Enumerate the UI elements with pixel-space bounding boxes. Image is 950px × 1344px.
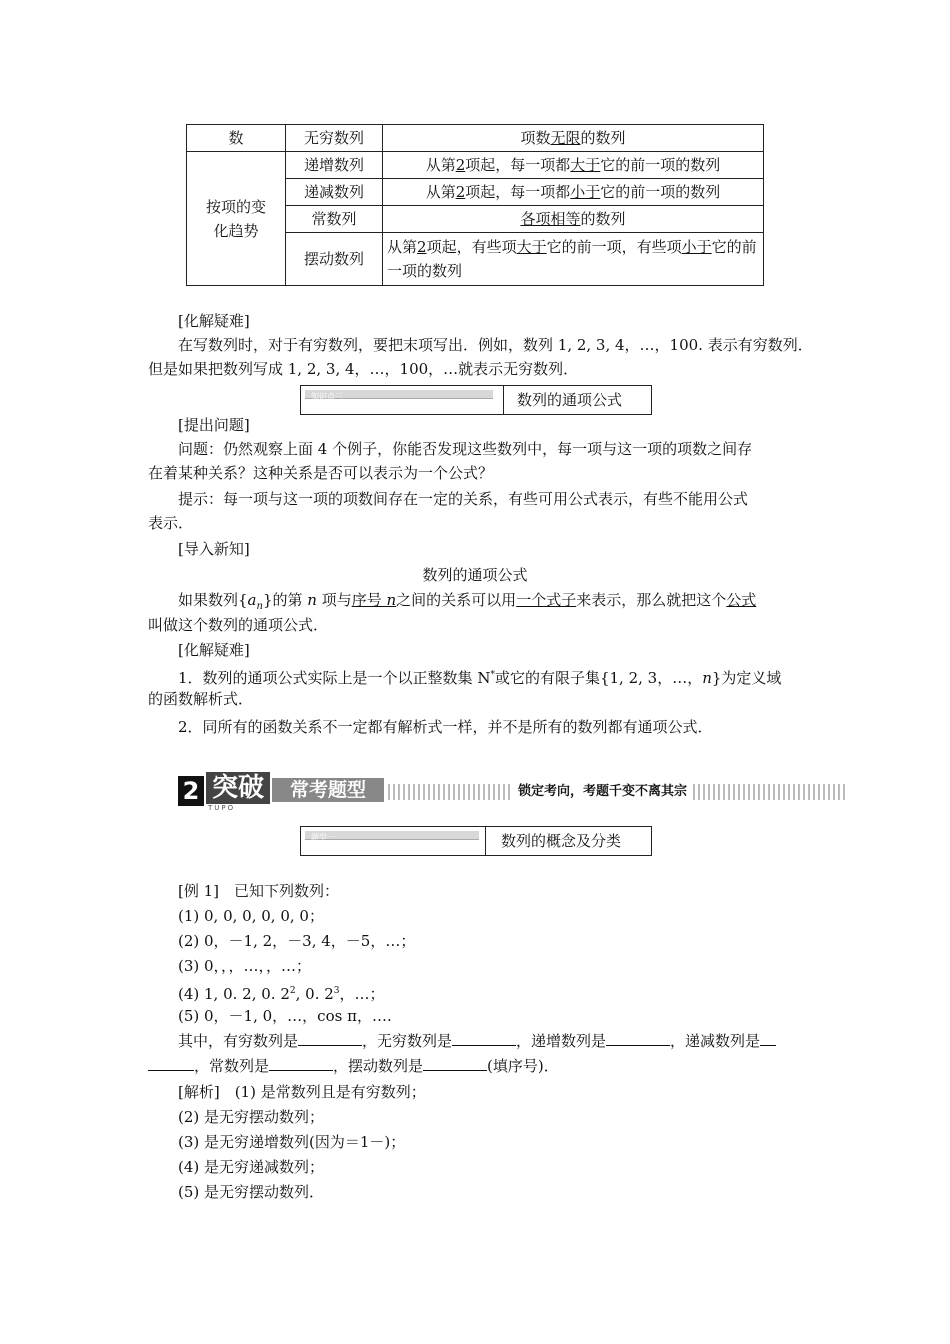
table-cell: 从第2项起，每一项都大于它的前一项的数列 (383, 152, 764, 179)
answer-blank[interactable] (760, 1031, 776, 1046)
paragraph-line: 在着某种关系？这种关系是否可以表示为一个公式？ (148, 464, 494, 482)
list-item: 1．数列的通项公式实际上是一个以正整数集 N*或它的有限子集{1, 2, 3，…，n}为定义域 (178, 669, 782, 687)
banner-subtitle: 常考题型 (272, 778, 384, 802)
paragraph-line: 问题：仍然观察上面 4 个例子，你能否发现这些数列中，每一项与这一项的项数之间存 (178, 440, 753, 458)
analysis-line: (4) 是无穷递减数列； (178, 1158, 325, 1176)
banner-slogan: 锁定考向，考题千变不离其宗 (512, 782, 693, 802)
answer-blank[interactable] (269, 1056, 333, 1071)
list-item: 2．同所有的函数关系不一定都有解析式一样，并不是所有的数列都有通项公式． (178, 718, 713, 736)
table-cell: 从第2项起，每一项都小于它的前一项的数列 (383, 179, 764, 206)
center-title: 数列的通项公式 (422, 566, 528, 584)
table-cell: 从第2项起，有些项大于它的前一项，有些项小于它的前一项的数列 (383, 233, 764, 286)
answer-blank[interactable] (452, 1031, 516, 1046)
paragraph-line: 但是如果把数列写成 1, 2, 3, 4，…，100，…就表示无穷数列． (148, 360, 579, 378)
section-tag: [导入新知] (178, 540, 250, 558)
table-row (187, 125, 764, 152)
section-tag: [提出问题] (178, 416, 250, 434)
paragraph-line: 表示． (148, 514, 194, 532)
table-cell: 常数列 (286, 206, 383, 233)
trend-label-cell: 按项的变化趋势 (187, 152, 286, 286)
heading-title: 数列的概念及分类 (501, 832, 622, 850)
section-tag: [化解疑难] (178, 312, 250, 330)
answer-blank[interactable] (298, 1031, 362, 1046)
section-tag: [化解疑难] (178, 641, 250, 659)
heading-tag-bar: 知识点三 (305, 390, 493, 399)
section-banner (178, 770, 848, 812)
heading-title: 数列的通项公式 (517, 391, 623, 409)
list-item: (2) 0，－1, 2，－3, 4，－5，…； (178, 932, 416, 950)
paragraph-line: 如果数列$\{a_n\}$的第 n 项与序号 n之间的关系可以用一个式子来表示，那么就把这个公式 (178, 591, 757, 612)
table-cell: 项数无限的数列 (383, 125, 764, 152)
banner-number: 2 (178, 776, 204, 806)
answer-blank[interactable] (606, 1031, 670, 1046)
table-cell: 数 (187, 125, 286, 152)
paragraph-line: 提示：每一项与这一项的项数间存在一定的关系，有些可用公式表示，有些不能用公式 (178, 490, 749, 508)
question-line: ，常数列是 ，摆动数列是 (填序号)． (148, 1055, 559, 1077)
list-item: (3) 0，，，…，，…； (178, 957, 312, 975)
table-cell: 摆动数列 (286, 233, 383, 286)
knowledge-point-heading (300, 385, 652, 415)
banner-pinyin: TUPO (208, 804, 236, 812)
table-cell: 递减数列 (286, 179, 383, 206)
paragraph-line: 在写数列时，对于有穷数列，要把末项写出．例如，数列 1, 2, 3, 4，…，100. 表示有穷数列． (178, 336, 813, 354)
heading-tag-bar: 题型一 (305, 831, 479, 840)
answer-blank[interactable] (148, 1056, 194, 1071)
table-cell: 无穷数列 (286, 125, 383, 152)
table-row (187, 152, 764, 179)
list-item: (4) 1, 0. 2, 0. $2^2$, 0. $2^3$，…； (178, 985, 385, 1003)
analysis-line: (3) 是无穷递增数列(因为＝1－)； (178, 1133, 406, 1151)
paragraph-line: 的函数解析式． (148, 690, 254, 708)
list-item: (1) 0, 0, 0, 0, 0, 0； (178, 907, 324, 925)
answer-blank[interactable] (423, 1056, 487, 1071)
classification-table (186, 124, 764, 286)
table-cell: 递增数列 (286, 152, 383, 179)
analysis-line: [解析] (1) 是常数列且是有穷数列； (178, 1083, 426, 1101)
list-item: (5) 0，－1, 0，…，cos π，…. (178, 1007, 392, 1025)
analysis-line: (5) 是无穷摆动数列． (178, 1183, 325, 1201)
question-line: 其中，有穷数列是 ，无穷数列是 ，递增数列是 ，递减数列是 (178, 1030, 776, 1052)
analysis-line: (2) 是无穷摆动数列； (178, 1108, 325, 1126)
question-type-heading (300, 826, 652, 856)
example-title: [例 1] 已知下列数列： (178, 882, 340, 900)
banner-title: 突破 (206, 772, 270, 804)
table-cell: 各项相等的数列 (383, 206, 764, 233)
paragraph-line: 叫做这个数列的通项公式． (148, 616, 329, 634)
